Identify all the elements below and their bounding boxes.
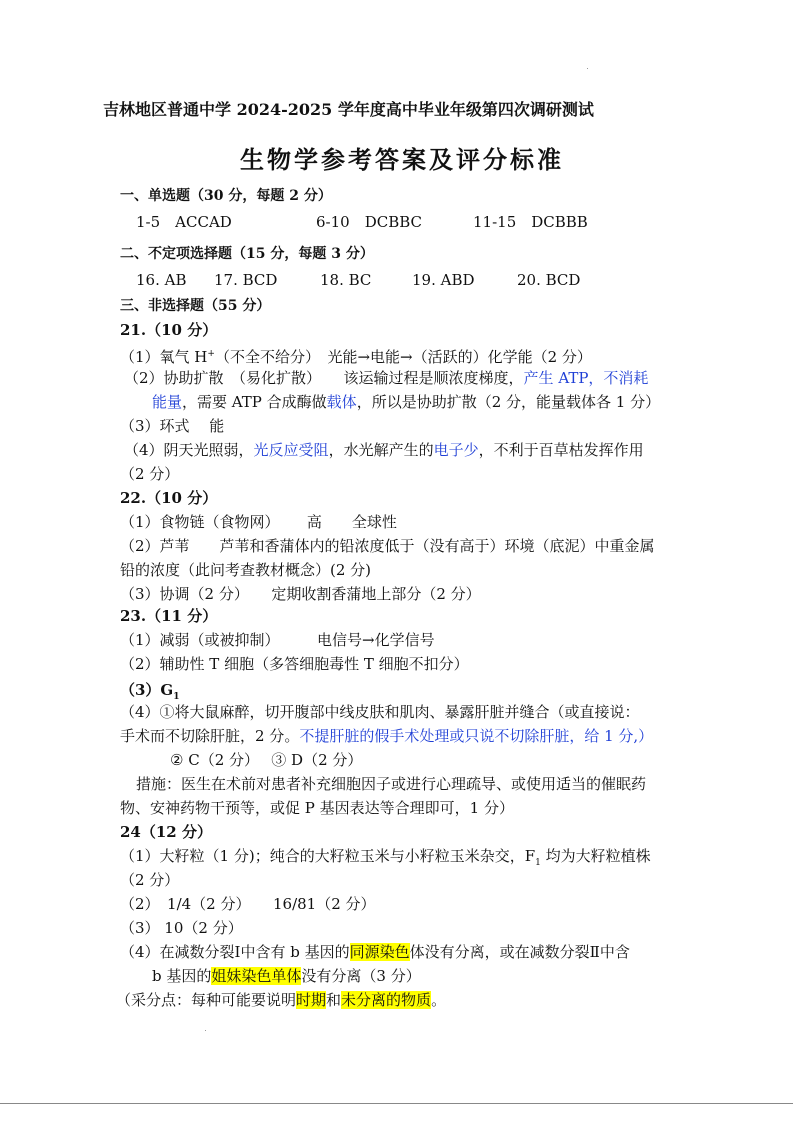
- page-title: 生物学参考答案及评分标准: [240, 145, 564, 174]
- q24-label: 24（12 分）: [120, 823, 212, 841]
- q24-part2: （2） 1/4（2 分） 16/81（2 分）: [120, 895, 376, 913]
- answer-17: 17. BCD: [214, 271, 278, 289]
- q23-part4: （4）①将大鼠麻醉，切开腹部中线皮肤和肌肉、暴露肝脏并缝合（或直接说：: [120, 703, 640, 721]
- q21-part4-score: （2 分）: [120, 465, 180, 483]
- scan-speck: [587, 68, 588, 69]
- q24-part4-cont: b 基因的姐妹染色单体没有分离（3 分）: [152, 967, 421, 985]
- answer-16: 16. AB: [136, 271, 187, 289]
- answer-18: 18. BC: [320, 271, 372, 289]
- q23-part1: （1）减弱（或被抑制） 电信号→化学信号: [120, 631, 435, 649]
- q24-part4: （4）在减数分裂Ⅰ中含有 b 基因的同源染色体没有分离，或在减数分裂Ⅱ中含: [120, 943, 630, 961]
- q22-part3: （3）协调（2 分） 定期收割香蒲地上部分（2 分）: [120, 585, 481, 603]
- q22-part2: （2）芦苇 芦苇和香蒲体内的铅浓度低于（没有高于）环境（底泥）中重金属: [120, 537, 655, 555]
- section1-answers-11-15: 11-15 DCBBB: [473, 213, 588, 231]
- q21-part1: （1）氧气 H+（不全不给分） 光能→电能→（活跃的）化学能（2 分）: [120, 348, 592, 366]
- q23-part2: （2）辅助性 T 细胞（多答细胞毒性 T 细胞不扣分）: [120, 655, 469, 673]
- q23-part4-answers: ② C（2 分） ③ D（2 分）: [170, 751, 363, 769]
- section1-heading: 一、单选题（30 分，每题 2 分）: [120, 188, 332, 204]
- q23-part4-cont: 手术而不切除肝脏，2 分。不提肝脏的假手术处理或只说不切除肝脏，给 1 分,）: [120, 727, 654, 745]
- exam-header: 吉林地区普通中学 2024-2025 学年度高中毕业年级第四次调研测试: [103, 100, 594, 119]
- section3-heading: 三、非选择题（55 分）: [120, 298, 271, 314]
- q21-part3: （3）环式 能: [120, 417, 225, 435]
- section2-heading: 二、不定项选择题（15 分，每题 3 分）: [120, 246, 374, 262]
- q22-part1: （1）食物链（食物网） 高 全球性: [120, 513, 397, 531]
- q23-measures-cont: 物、安神药物干预等，或促 P 基因表达等合理即可，1 分）: [120, 799, 514, 817]
- q23-label: 23.（11 分）: [120, 607, 218, 625]
- q22-label: 22.（10 分）: [120, 489, 218, 507]
- answer-19: 19. ABD: [412, 271, 475, 289]
- q22-part2-cont: 铅的浓度（此问考查教材概念）(2 分): [120, 561, 372, 579]
- q23-part3: $(3)G_1$: [120, 681, 180, 702]
- scan-speck: [205, 1030, 206, 1031]
- q21-part2: （2）协助扩散 （易化扩散） 该运输过程是顺浓度梯度，产生 ATP，不消耗: [124, 369, 649, 387]
- answer-20: 20. BCD: [517, 271, 581, 289]
- section1-answers-1-5: 1-5 ACCAD: [136, 213, 232, 231]
- q24-part3: （3） 10（2 分）: [120, 919, 243, 937]
- q24-part1-score: （2 分）: [120, 871, 180, 889]
- q23-measures: 措施：医生在术前对患者补充细胞因子或进行心理疏导、或使用适当的催眠药: [136, 775, 647, 793]
- q24-scoring-note: （采分点：每种可能要说明时期和未分离的物质。: [116, 991, 447, 1009]
- q21-part2-cont: 能量，需要 ATP 合成酶做载体，所以是协助扩散（2 分，能量载体各 1 分）: [152, 393, 661, 411]
- section1-answers-6-10: 6-10 DCBBC: [316, 213, 423, 231]
- q24-part1: （1）大籽粒（1 分)；纯合的大籽粒玉米与小籽粒玉米杂交，$F_1$ 均为大籽粒植株: [120, 847, 651, 868]
- q21-part4: （4）阴天光照弱，光反应受阻，水光解产生的电子少，不利于百草枯发挥作用: [124, 441, 644, 459]
- page-bottom-divider: [0, 1103, 793, 1104]
- q21-label: 21.（10 分）: [120, 321, 218, 339]
